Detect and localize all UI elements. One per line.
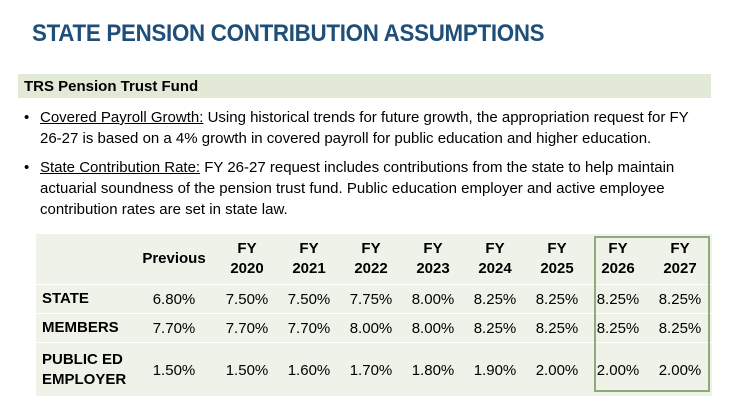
row-label: MEMBERS xyxy=(36,314,132,343)
bullet-covered-payroll xyxy=(24,107,714,149)
bullet-text: Using historical trends for future growth, the appropriation request for FY 26-27 is based on a 4% growth in covered payroll for public education and higher education. xyxy=(40,109,689,147)
column-header: FY 2020 xyxy=(230,240,264,277)
row-label: PUBLIC ED EMPLOYER xyxy=(36,343,132,398)
column-header: Previous xyxy=(142,250,206,267)
bullet-list xyxy=(24,107,714,228)
table-cell: 7.50% xyxy=(278,285,340,314)
table-cell: 8.25% xyxy=(464,314,526,343)
table-cell: 1.60% xyxy=(278,343,340,398)
table-cell: 8.00% xyxy=(340,314,402,343)
table-cell: 8.25% xyxy=(526,314,588,343)
table-cell: 8.25% xyxy=(588,285,648,314)
column-header: FY 2023 xyxy=(416,240,450,277)
header-corner xyxy=(36,234,132,285)
table-cell: 8.25% xyxy=(526,285,588,314)
table-cell: 8.00% xyxy=(402,285,464,314)
column-header: FY 2024 xyxy=(478,240,512,277)
table-row xyxy=(36,314,712,343)
table-row xyxy=(36,285,712,314)
table-cell: 1.50% xyxy=(132,343,216,398)
table-cell: 1.50% xyxy=(216,343,278,398)
bullet-label: State Contribution Rate: xyxy=(40,159,201,176)
section-title: TRS Pension Trust Fund xyxy=(24,78,199,95)
table-cell: 6.80% xyxy=(132,285,216,314)
table-cell: 2.00% xyxy=(526,343,588,398)
table-cell: 2.00% xyxy=(588,343,648,398)
column-header: FY 2021 xyxy=(292,240,326,277)
table-cell: 1.80% xyxy=(402,343,464,398)
table-cell: 1.70% xyxy=(340,343,402,398)
table-cell: 8.25% xyxy=(648,314,712,343)
table-cell: 1.90% xyxy=(464,343,526,398)
bullet-dot-icon: • xyxy=(24,109,30,126)
bullet-label: Covered Payroll Growth: xyxy=(40,109,204,126)
bullet-text: FY 26-27 request includes contributions from the state to help maintain actuarial soundness of the pension trust fund. Public education employer and active employee contribution rates are set in state law. xyxy=(40,159,675,218)
table-cell: 8.25% xyxy=(464,285,526,314)
table-cell: 7.70% xyxy=(278,314,340,343)
page-title: STATE PENSION CONTRIBUTION ASSUMPTIONS xyxy=(32,20,545,47)
column-header: FY 2026 xyxy=(601,240,635,277)
contribution-rates-table xyxy=(36,234,712,396)
table-cell: 7.75% xyxy=(340,285,402,314)
bullet-state-contribution xyxy=(24,157,714,220)
bullet-dot-icon: • xyxy=(24,159,30,176)
table-cell: 7.50% xyxy=(216,285,278,314)
row-label: STATE xyxy=(36,285,132,314)
rates-table xyxy=(36,234,712,397)
column-header: FY 2027 xyxy=(663,240,697,277)
table-cell: 7.70% xyxy=(132,314,216,343)
column-header: FY 2022 xyxy=(354,240,388,277)
table-header-row xyxy=(36,234,712,285)
table-cell: 8.25% xyxy=(588,314,648,343)
table-cell: 8.25% xyxy=(648,285,712,314)
table-cell: 7.70% xyxy=(216,314,278,343)
column-header: FY 2025 xyxy=(540,240,574,277)
table-cell: 2.00% xyxy=(648,343,712,398)
table-cell: 8.00% xyxy=(402,314,464,343)
table-row xyxy=(36,343,712,398)
